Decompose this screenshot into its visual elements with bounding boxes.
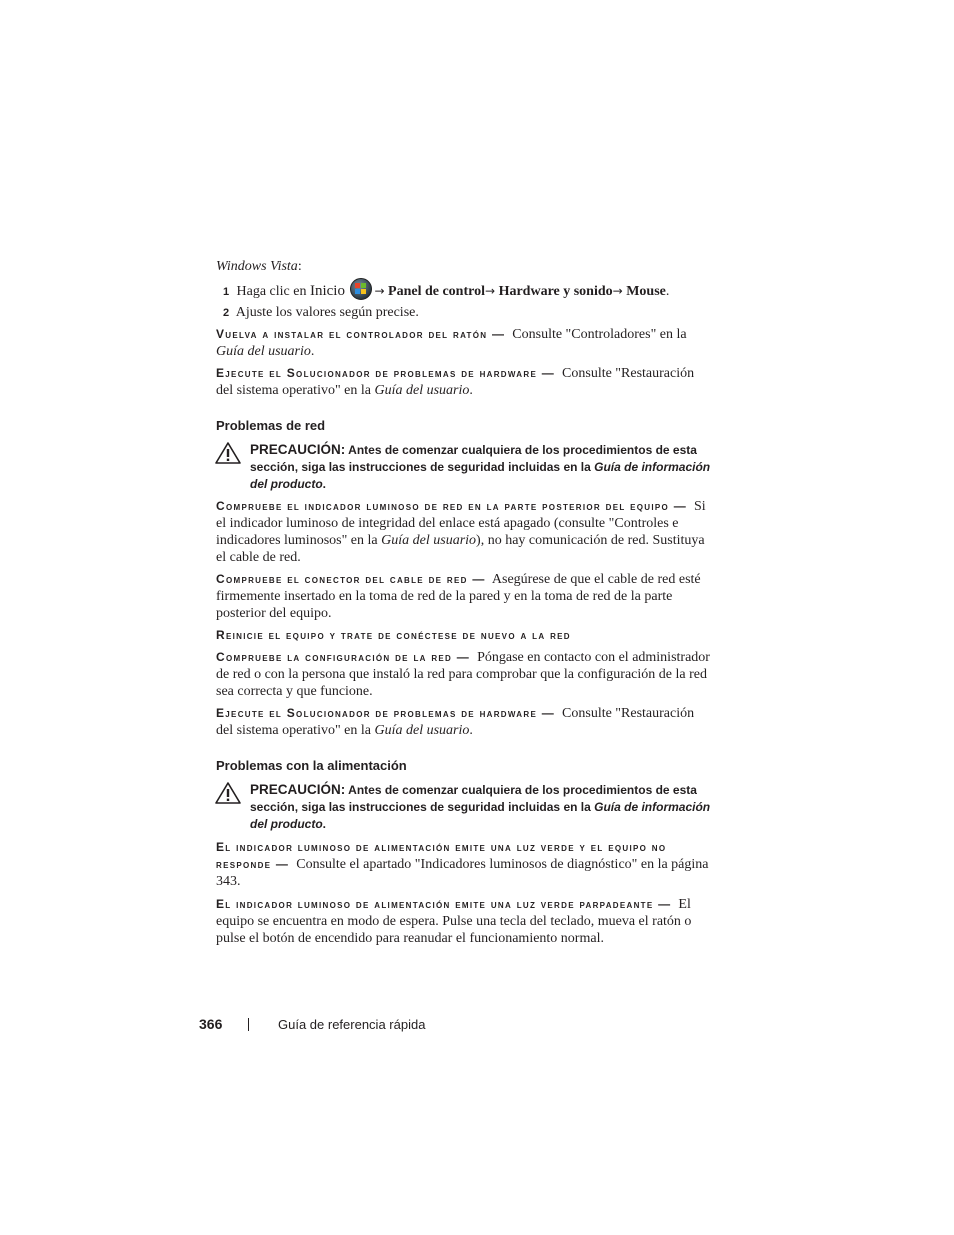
hardware-troubleshooter-paragraph: Ejecute el Solucionador de problemas de hardware — Consulte "Restauración del sistema operativo" en la Guía del usuario. [216, 366, 695, 398]
step-2: 2 Ajuste los valores según precise. [223, 305, 419, 320]
caution-triangle-icon [214, 441, 242, 465]
network-problems-heading: Problemas de red [216, 418, 326, 433]
windows-vista-heading: Windows Vista: [216, 259, 302, 274]
step-2-number: 2 [223, 307, 230, 319]
footer-divider [248, 1018, 249, 1031]
step-1: 1 Haga clic en Inicio → Panel de control→ Hardware y sonido→ Mouse. [216, 278, 714, 301]
restart-and-reconnect-paragraph: Reinicie el equipo y trate de conéctese de nuevo a la red [216, 628, 571, 642]
network-troubleshooter-paragraph: Ejecute el Solucionador de problemas de hardware — Consulte "Restauración del sistema operativo" en la Guía del usuario. [216, 706, 695, 738]
main-column [216, 258, 714, 947]
windows-start-orb-icon [350, 278, 372, 300]
check-network-light-paragraph: Compruebe el indicador luminoso de red en la parte posterior del equipo — Si el indicador luminoso de integridad del enlace está apagado (consulte "Controles e indicadores luminosos" en la Guía del usuario), no hay comunicación de red. Sustituya el cable de red. [216, 499, 706, 565]
power-light-green-no-response-paragraph: El indicador luminoso de alimentación emite una luz verde y el equipo no responde — Consulte el apartado "Indicadores luminosos de diagnóstico" en la página 343. [216, 840, 709, 889]
check-network-cable-paragraph: Compruebe el conector del cable de red — Asegúrese de que el cable de red esté firmemente insertado en la toma de red de la pared y en la toma de red de la parte posterior del equipo. [216, 572, 701, 621]
step-1-number: 1 [223, 286, 230, 298]
check-network-config-paragraph: Compruebe la configuración de la red — Póngase en contacto con el administrador de red o con la persona que instaló la red para comprobar que la configuración de la red sea correcta y que funcione. [216, 650, 710, 699]
page-number: 366 [199, 1016, 223, 1032]
reinstall-driver-paragraph: Vuelva a instalar el controlador del ratón — Consulte "Controladores" en la Guía del usuario. [216, 327, 687, 359]
power-light-green-blinking-paragraph: El indicador luminoso de alimentación emite una luz verde parpadeante — El equipo se encuentra en modo de espera. Pulse una tecla del teclado, mueva el ratón o pulse el botón de encendido para reanudar el funcionamiento normal. [216, 897, 692, 946]
caution-triangle-icon [214, 781, 242, 805]
power-problems-heading: Problemas con la alimentación [216, 758, 407, 773]
power-caution: PRECAUCIÓN: Antes de comenzar cualquiera de los procedimientos de esta sección, siga las instrucciones de seguridad incluidas en la Guía de información del producto. [216, 781, 714, 833]
footer-title: Guía de referencia rápida [278, 1017, 426, 1032]
network-caution: PRECAUCIÓN: Antes de comenzar cualquiera de los procedimientos de esta sección, siga las instrucciones de seguridad incluidas en la Guía de información del producto. [216, 441, 714, 493]
